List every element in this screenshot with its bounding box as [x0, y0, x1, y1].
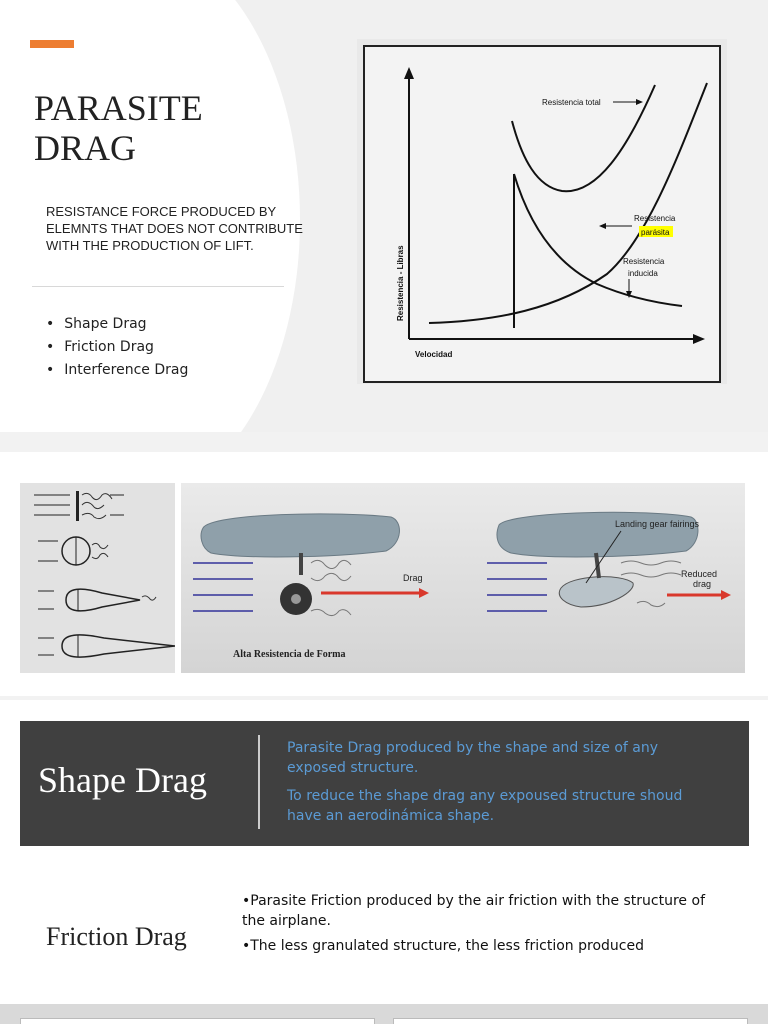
slide-parasite-drag	[0, 0, 768, 432]
reduced-label-2: drag	[693, 579, 712, 589]
bullet-item: • Shape Drag	[46, 313, 188, 336]
friction-drag-paragraph: •The less granulated structure, the less friction produced	[242, 938, 644, 954]
vertical-divider	[258, 735, 260, 829]
aircraft-gear-faired	[487, 512, 731, 611]
accent-bar	[30, 40, 74, 48]
shape-drag-title: Shape Drag	[38, 760, 207, 800]
label-induced-1: Resistencia	[623, 257, 665, 266]
next-slide-card	[393, 1018, 748, 1024]
friction-drag-title: Friction Drag	[46, 922, 187, 951]
bullet-list	[46, 313, 188, 382]
figure-caption: Alta Resistencia de Forma	[233, 649, 346, 660]
reduced-label-1: Reduced	[681, 569, 718, 579]
bullet-item: • Interference Drag	[46, 359, 188, 382]
slide-shape-drag	[0, 700, 768, 864]
shape-drag-body	[287, 738, 707, 834]
label-total: Resistencia total	[542, 98, 601, 107]
label-parasite-2: parásita	[641, 228, 670, 237]
friction-drag-paragraph: •Parasite Friction produced by the air friction with the structure of the airplane.	[242, 893, 705, 929]
teardrop-shape	[38, 589, 156, 611]
friction-drag-body	[242, 891, 712, 961]
bullet-item: • Friction Drag	[46, 336, 188, 359]
shape-drag-paragraph: To reduce the shape drag any expoused structure shoud have an aerodinámica shape.	[287, 788, 683, 824]
streamline-shapes-figure	[20, 483, 175, 673]
fairings-label: Landing gear fairings	[615, 519, 700, 529]
next-slides-strip	[0, 1004, 768, 1024]
shape-drag-panel	[20, 721, 749, 846]
label-parasite-1: Resistencia	[634, 214, 676, 223]
landing-gear-drag-figure	[181, 483, 745, 673]
streamline-shape	[38, 635, 175, 657]
flat-plate-shape	[34, 491, 124, 521]
next-slide-card	[20, 1018, 375, 1024]
drag-chart	[357, 39, 727, 384]
x-axis-label: Velocidad	[415, 350, 453, 359]
drag-chart-frame	[357, 39, 727, 384]
shape-drag-paragraph: Parasite Drag produced by the shape and size of any exposed structure.	[287, 740, 659, 776]
cylinder-shape	[38, 537, 108, 565]
y-axis-label: Resistencia - Libras	[396, 245, 405, 321]
slide-description: RESISTANCE FORCE PRODUCED BY ELEMNTS THAT DOES NOT CONTRIBUTE WITH THE PRODUCTION OF LIFT.	[46, 204, 303, 253]
label-induced-2: inducida	[628, 269, 658, 278]
slide-title: PARASITE DRAG	[34, 88, 203, 168]
divider-line	[32, 286, 284, 287]
drag-label: Drag	[403, 573, 423, 583]
slide-friction-drag	[0, 864, 768, 1004]
aircraft-gear-exposed	[193, 514, 429, 660]
slide-shape-drag-images	[0, 452, 768, 696]
